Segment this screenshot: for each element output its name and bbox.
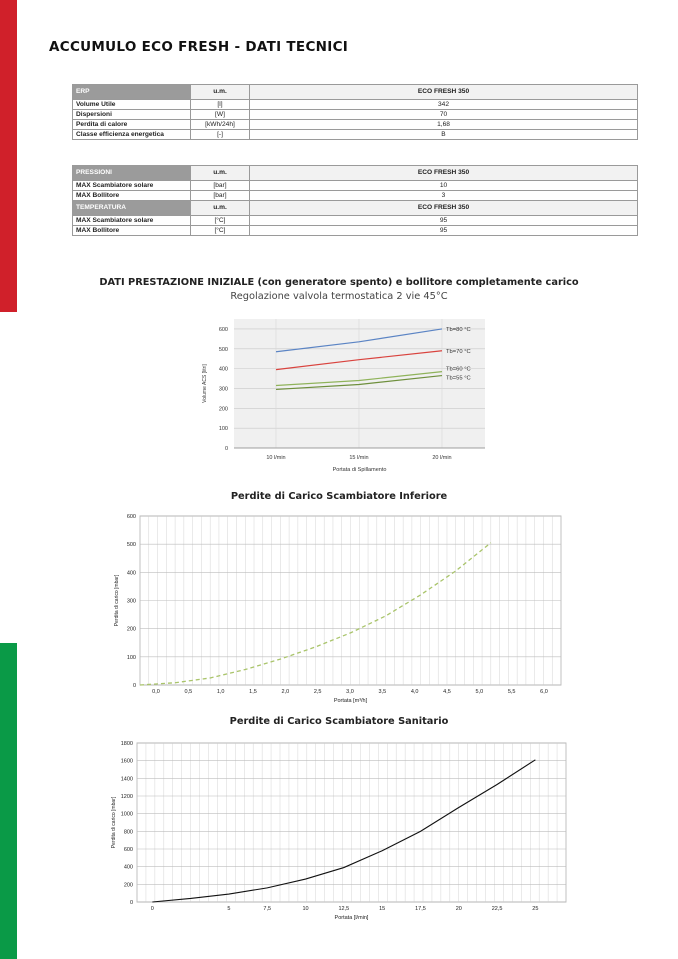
chart1-title: DATI PRESTAZIONE INIZIALE (con generatore spento) e bollitore completamente carico (99, 277, 579, 288)
series-label: Tb=55 °C (446, 375, 471, 382)
table-header-row (73, 201, 638, 216)
table-cell: MAX Scambiatore solare (73, 216, 191, 226)
table-row (73, 100, 638, 110)
header-cell: u.m. (191, 166, 250, 181)
table-cell: MAX Bollitore (73, 191, 191, 201)
header-cell: u.m. (191, 85, 250, 100)
x-tick-label: 2,5 (313, 689, 322, 695)
table-cell: [W] (191, 110, 250, 120)
table-cell: MAX Bollitore (73, 226, 191, 236)
table-cell: Volume Utile (73, 100, 191, 110)
y-tick-label: 500 (126, 542, 136, 549)
header-cell: ECO FRESH 350 (250, 166, 638, 181)
table-cell: [-] (191, 130, 250, 140)
chart3-title: Perdite di Carico Scambiatore Sanitario (229, 716, 449, 727)
table-cell: 10 (250, 181, 638, 191)
x-tick-label: 6,0 (540, 689, 548, 695)
x-tick-label: 10 l/min (266, 455, 286, 461)
x-tick-label: 10 (302, 906, 309, 912)
y-tick-label: 400 (126, 570, 136, 577)
x-tick-label: 3,5 (378, 689, 387, 695)
y-tick-label: 100 (218, 426, 228, 433)
x-tick-label: 4,5 (443, 689, 451, 695)
y-tick-label: 1400 (120, 776, 133, 783)
x-tick-label: 15 (379, 906, 386, 912)
x-tick-label: 7,5 (263, 906, 272, 912)
plot-area (234, 319, 485, 448)
chart-volume-acs (0, 305, 678, 475)
table-cell: Classe efficienza energetica (73, 130, 191, 140)
x-tick-label: 5 (227, 906, 231, 912)
y-tick-label: 800 (123, 829, 133, 836)
x-axis-label: Portata di Spillamento (332, 467, 387, 473)
table-cell: 1,68 (250, 120, 638, 130)
table-cell: B (250, 130, 638, 140)
x-tick-label: 22,5 (491, 906, 503, 912)
table-row (73, 130, 638, 140)
y-tick-label: 600 (218, 326, 228, 333)
table-cell: [l] (191, 100, 250, 110)
x-tick-label: 20 l/min (432, 455, 452, 461)
y-tick-label: 1200 (120, 794, 133, 800)
x-tick-label: 0,5 (184, 689, 193, 695)
x-tick-label: 0 (150, 906, 154, 912)
x-tick-label: 17,5 (415, 906, 426, 912)
chart2-title: Perdite di Carico Scambiatore Inferiore (230, 491, 448, 502)
table-cell: [bar] (191, 181, 250, 191)
chart-perdite-sanitario (0, 735, 678, 935)
y-tick-label: 300 (218, 386, 228, 393)
table-row (73, 181, 638, 191)
table-cell: [°C] (191, 226, 250, 236)
header-cell: ERP (73, 85, 191, 100)
chart1-subtitle: Regolazione valvola termostatica 2 vie 45°C (230, 291, 448, 302)
header-cell: ECO FRESH 350 (250, 201, 638, 216)
table-row (73, 226, 638, 236)
table-cell: 95 (250, 216, 638, 226)
table-cell: [kWh/24h] (191, 120, 250, 130)
x-tick-label: 1,0 (216, 689, 225, 695)
x-axis-label: Portata [m³/h] (333, 698, 368, 704)
erp-table (72, 84, 638, 140)
chart-perdite-inferiore (0, 505, 678, 705)
y-tick-label: 400 (123, 864, 133, 871)
pressure-temperature-table (72, 165, 638, 236)
header-cell: ECO FRESH 350 (250, 85, 638, 100)
y-tick-label: 500 (218, 346, 228, 353)
table-cell: 3 (250, 191, 638, 201)
y-tick-label: 600 (123, 847, 133, 853)
table-cell: [°C] (191, 216, 250, 226)
table-cell: Perdita di calore (73, 120, 191, 130)
x-tick-label: 3,0 (346, 689, 354, 695)
table-cell: MAX Scambiatore solare (73, 181, 191, 191)
y-tick-label: 300 (126, 598, 136, 605)
table-cell: 342 (250, 100, 638, 110)
table-cell: Dispersioni (73, 110, 191, 120)
y-tick-label: 0 (129, 900, 133, 906)
x-tick-label: 5,5 (507, 689, 516, 695)
x-tick-label: 20 (455, 906, 462, 912)
table-row (73, 120, 638, 130)
series-label: Tb=80 °C (446, 326, 471, 333)
y-tick-label: 100 (126, 654, 136, 661)
x-tick-label: 12,5 (338, 906, 350, 912)
y-axis-label: Perdita di carico [mbar] (111, 796, 117, 849)
x-tick-label: 5,0 (475, 689, 484, 695)
table-header-row (73, 85, 638, 100)
y-tick-label: 400 (218, 366, 228, 373)
table-row (73, 110, 638, 120)
y-tick-label: 0 (224, 446, 228, 452)
y-tick-label: 1000 (120, 811, 133, 818)
table-row (73, 191, 638, 201)
table-row (73, 216, 638, 226)
y-tick-label: 0 (132, 683, 136, 689)
table-cell: [bar] (191, 191, 250, 201)
y-axis-label: Volume ACS [litri] (202, 364, 208, 403)
y-tick-label: 200 (218, 406, 228, 413)
table-header-row (73, 166, 638, 181)
x-tick-label: 15 l/min (349, 455, 369, 461)
x-axis-label: Portata [l/min] (334, 915, 369, 921)
series-label: Tb=70 °C (446, 348, 471, 355)
x-tick-label: 4,0 (410, 689, 419, 695)
y-tick-label: 1800 (120, 741, 133, 747)
y-axis-label: Perdita di carico [mbar] (114, 574, 120, 627)
y-tick-label: 1600 (120, 758, 133, 765)
table-cell: 70 (250, 110, 638, 120)
x-tick-label: 25 (532, 906, 539, 912)
header-cell: TEMPERATURA (73, 201, 191, 216)
red-flag-stripe (0, 0, 17, 312)
x-tick-label: 2,0 (281, 689, 290, 695)
y-tick-label: 200 (126, 626, 136, 633)
table-cell: 95 (250, 226, 638, 236)
x-tick-label: 0,0 (152, 689, 160, 695)
y-tick-label: 200 (123, 882, 133, 889)
y-tick-label: 600 (126, 514, 136, 520)
page-title: ACCUMULO ECO FRESH - DATI TECNICI (49, 39, 349, 55)
header-cell: PRESSIONI (73, 166, 191, 181)
header-cell: u.m. (191, 201, 250, 216)
series-label: Tb=60 °C (446, 366, 471, 373)
x-tick-label: 1,5 (249, 689, 257, 695)
